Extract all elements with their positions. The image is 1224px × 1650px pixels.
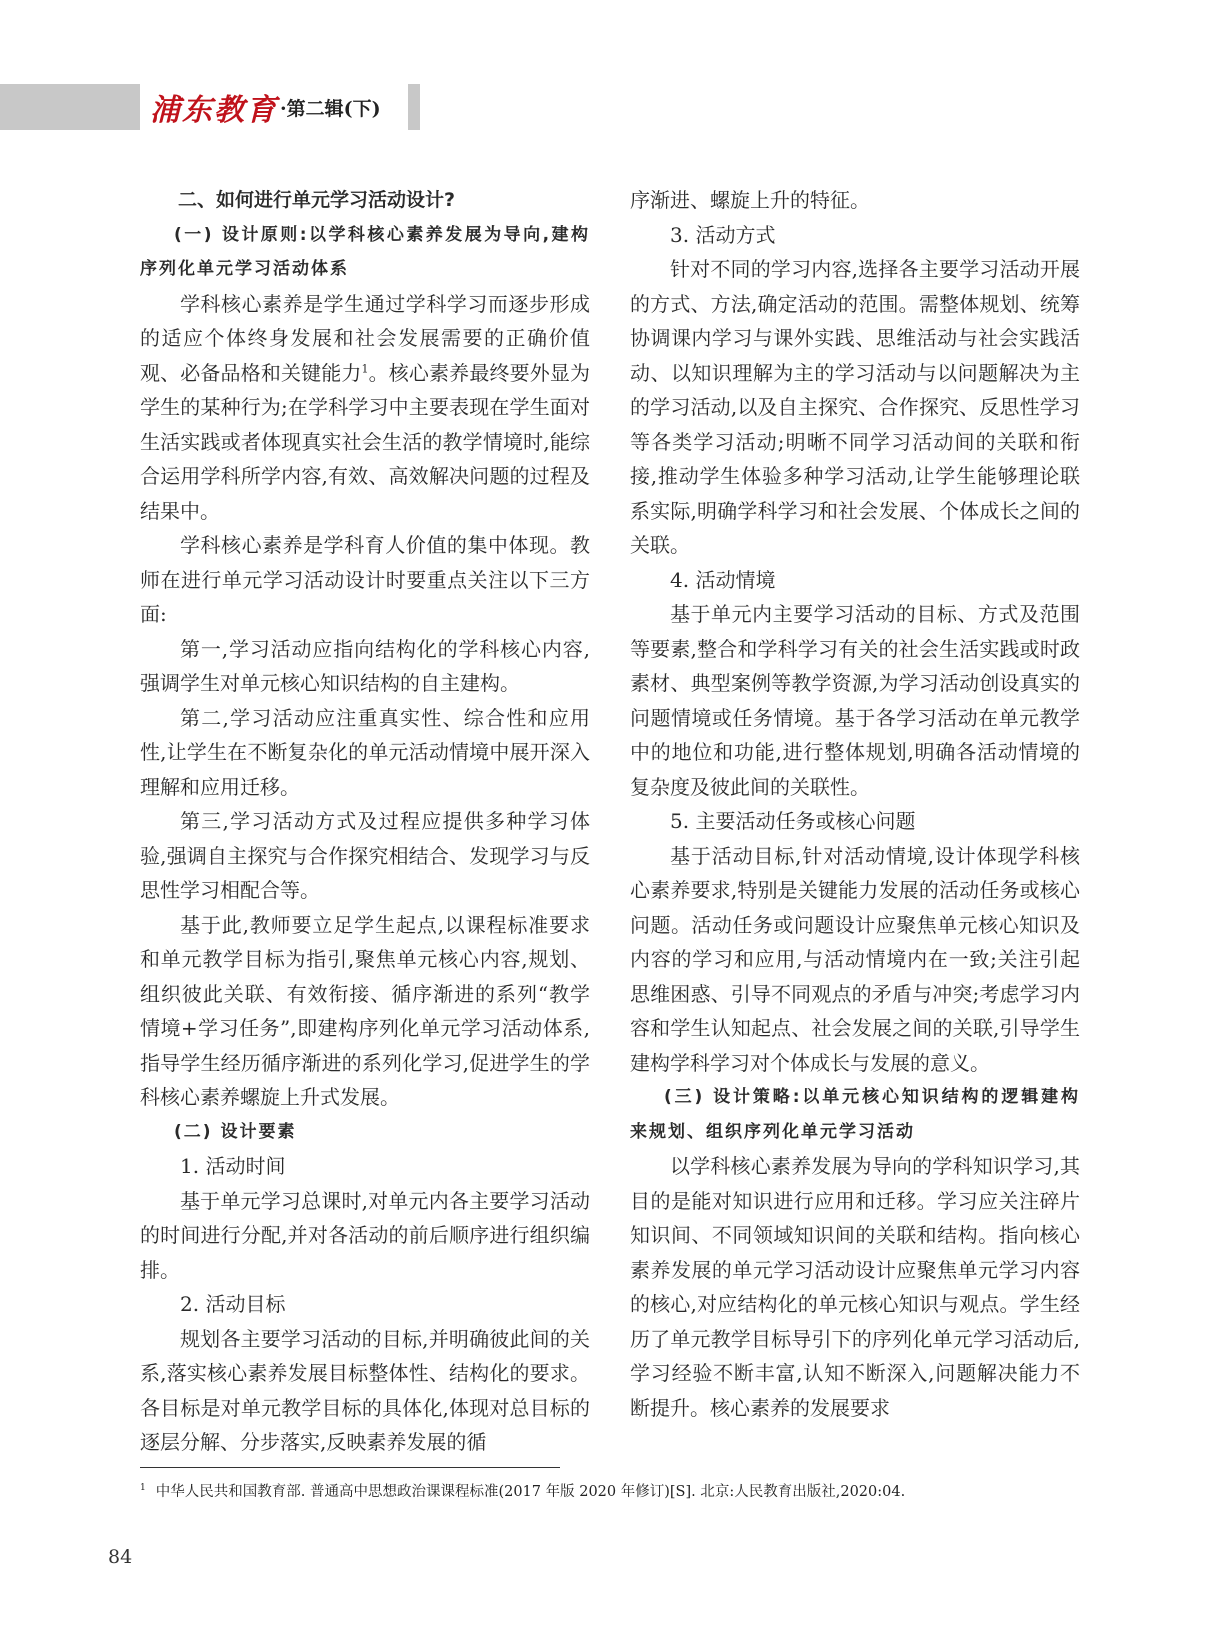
footnote-marker: 1 [140,1483,146,1494]
paragraph-continued: 序渐进、螺旋上升的特征。 [630,188,870,212]
paragraph: 基于单元学习总课时,对单元内各主要学习活动的时间进行分配,并对各活动的前后顺序进行组织编排。 [140,1188,590,1282]
right-column [630,183,1080,1425]
item-heading: 1. 活动时间 [180,1154,286,1178]
left-column [140,183,590,1460]
paragraph: 第一,学习活动应指向结构化的学科核心内容,强调学生对单元核心知识结构的自主建构。 [140,636,590,695]
journal-name: 浦东教育 [150,93,278,128]
paragraph: 学科核心素养是学科育人价值的集中体现。教师在进行单元学习活动设计时要重点关注以下三方面: [140,533,590,626]
paragraph: 基于活动目标,针对活动情境,设计体现学科核心素养要求,特别是关键能力发展的活动任务或核心问题。活动任务或问题设计应聚焦单元核心知识及内容的学习和应用,与活动情境内在一致;关注引起思维困惑、引导不同观点的矛盾与冲突;考虑学习内容和学生认知起点、社会发展之间的关联,引导学生建构学科学习对个体成长与发展的意义。 [630,843,1080,1075]
paragraph: 针对不同的学习内容,选择各主要学习活动开展的方式、方法,确定活动的范围。需整体规划、统筹协调课内学习与课外实践、思维活动与社会实践活动、以知识理解为主的学习活动与以问题解决为主的学习活动,以及自主探究、合作探究、反思性学习等各类学习活动;明晰不同学习活动间的关联和衔接,推动学生体验多种学习活动,让学生能够理论联系实际,明确学科学习和社会发展、个体成长之间的关联。 [630,257,1080,557]
item-heading: 4. 活动情境 [670,567,776,592]
running-header [150,86,381,128]
paragraph: 第三,学习活动方式及过程应提供多种学习体验,强调自主探究与合作探究相结合、发现学习与反思性学习相配合等。 [140,809,590,902]
subsection-heading: (三) 设计策略:以单元核心知识结构的逻辑建构来规划、组织序列化单元学习活动 [630,1087,1080,1142]
page-number: 84 [108,1546,133,1568]
header-band [0,84,140,130]
paragraph: 以学科核心素养发展为导向的学科知识学习,其目的是能对知识进行应用和迁移。学习应关注碎片知识间、不同领域知识间的关联和结构。指向核心素养发展的单元学习活动设计应聚焦单元学习内容的核心,对应结构化的单元核心知识与观点。学生经历了单元教学目标导引下的序列化单元学习活动后,学习经验不断丰富,认知不断深入,问题解决能力不断提升。核心素养的发展要求 [630,1154,1080,1420]
paragraph: 学科核心素养是学生通过学科学习而逐步形成的适应个体终身发展和社会发展需要的正确价值观、必备品格和关键能力$^1$。核心素养最终要外显为学生的某种行为;在学科学习中主要表现在学生面对生活实践或者体现真实社会生活的教学情境时,能综合运用学科所学内容,有效、高效解决问题的过程及结果中。 [140,291,590,523]
item-heading: 5. 主要活动任务或核心问题 [670,809,916,833]
item-heading: 3. 活动方式 [670,222,776,247]
paragraph: 第二,学习活动应注重真实性、综合性和应用性,让学生在不断复杂化的单元活动情境中展开深入理解和应用迁移。 [140,705,590,799]
subsection-heading: (二) 设计要素 [174,1121,297,1142]
paragraph: 规划各主要学习活动的目标,并明确彼此间的关系,落实核心素养发展目标整体性、结构化的要求。各目标是对单元教学目标的具体化,体现对总目标的逐层分解、分步落实,反映素养发展的循 [140,1326,590,1454]
footnote-divider [140,1467,560,1468]
paragraph: 基于单元内主要学习活动的目标、方式及范围等要素,整合和学科学习有关的社会生活实践或时政素材、典型案例等教学资源,为学习活动创设真实的问题情境或任务情境。基于各学习活动在单元教学中的地位和功能,进行整体规划,明确各活动情境的复杂度及彼此间的关联性。 [630,602,1080,799]
footnote-text: 中华人民共和国教育部. 普通高中思想政治课课程标准(2017 年版 2020 年修订)[S]. 北京:人民教育出版社,2020:04. [155,1484,906,1500]
section-heading: 二、如何进行单元学习活动设计? [178,189,456,211]
footnote [140,1480,905,1501]
subsection-heading: (一) 设计原则:以学科核心素养发展为导向,建构序列化单元学习活动体系 [140,224,590,279]
footnote-ref: 1 [361,361,369,375]
item-heading: 2. 活动目标 [180,1292,286,1316]
paragraph: 基于此,教师要立足学生起点,以课程标准要求和单元教学目标为指引,聚焦单元核心内容,规划、组织彼此关联、有效衔接、循序渐进的系列“教学情境+学习任务”,即建构序列化单元学习活动体系,指导学生经历循序渐进的系列化学习,促进学生的学科核心素养螺旋上升式发展。 [140,912,590,1109]
issue-label: ·第二辑(下) [280,97,381,120]
header-band-end [408,84,420,130]
